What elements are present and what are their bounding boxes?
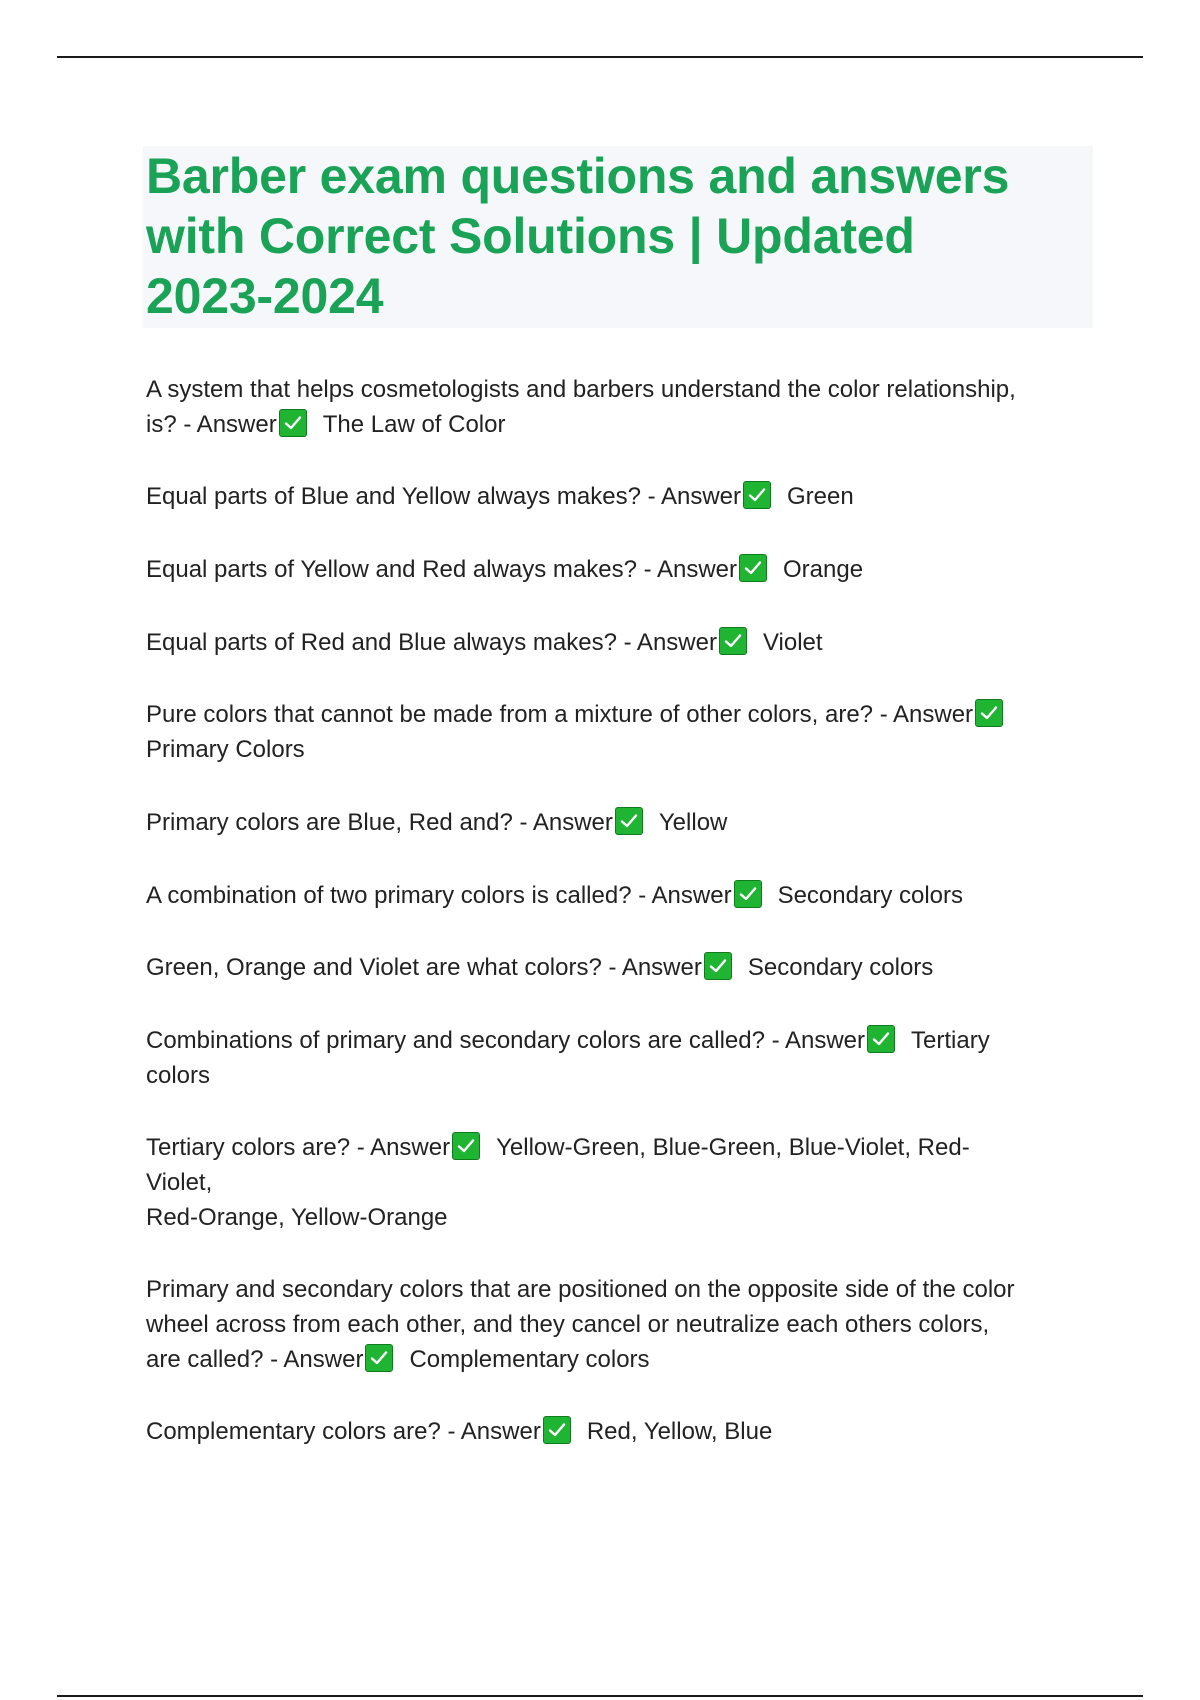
check-mark-icon [719, 627, 747, 655]
answer-text: Violet [762, 629, 823, 656]
answer-text: Yellow-Green, Blue-Green, Blue-Violet, Red- Violet, Red-Orange, Yellow-Orange [146, 1134, 970, 1231]
check-mark-icon [867, 1025, 895, 1053]
top-rule [57, 56, 1143, 58]
check-mark-icon [975, 699, 1003, 727]
qa-item [146, 625, 1096, 660]
qa-item [146, 1130, 1096, 1235]
answer-text: Red, Yellow, Blue [586, 1418, 773, 1445]
question-text: Green, Orange and Violet are what colors? - Answer [146, 954, 702, 981]
check-mark-icon [743, 481, 771, 509]
qa-item [146, 1272, 1096, 1377]
check-mark-icon [739, 554, 767, 582]
question-text: Tertiary colors are? - Answer [146, 1134, 451, 1161]
answer-text: The Law of Color [322, 411, 506, 438]
answer-text: Yellow [658, 809, 728, 836]
qa-item [146, 372, 1096, 442]
check-mark-icon [734, 880, 762, 908]
question-text: Equal parts of Blue and Yellow always makes? - Answer [146, 483, 741, 510]
answer-text: Secondary colors [747, 954, 934, 981]
question-text: Equal parts of Yellow and Red always makes? - Answer [146, 556, 737, 583]
question-text: Equal parts of Red and Blue always makes? - Answer [146, 629, 717, 656]
question-text: Combinations of primary and secondary colors are called? - Answer [146, 1027, 866, 1054]
answer-text: Complementary colors [409, 1346, 650, 1373]
answer-text: Secondary colors [777, 882, 964, 909]
page-title: Barber exam questions and answers with Correct Solutions | Updated 2023-2024 [146, 148, 1010, 324]
qa-item [146, 1414, 1096, 1449]
question-text: A combination of two primary colors is called? - Answer [146, 882, 732, 909]
check-mark-icon [452, 1132, 480, 1160]
question-text: Primary and secondary colors that are positioned on the opposite side of the color wheel across from each other, and they cancel or neutralize each others colors, are called? - Answer [146, 1276, 1015, 1373]
qa-item [146, 552, 1096, 587]
answer-text: Primary Colors [146, 736, 305, 763]
check-mark-icon [543, 1416, 571, 1444]
question-text: Primary colors are Blue, Red and? - Answer [146, 809, 613, 836]
question-text: A system that helps cosmetologists and barbers understand the color relationship, is? - Answer [146, 376, 1016, 438]
answer-text: Green [787, 483, 854, 510]
qa-item [146, 878, 1096, 913]
question-text: Complementary colors are? - Answer [146, 1418, 541, 1445]
check-mark-icon [615, 807, 643, 835]
qa-item [146, 697, 1096, 767]
check-mark-icon [279, 409, 307, 437]
check-mark-icon [365, 1344, 393, 1372]
qa-item [146, 805, 1096, 840]
qa-item [146, 950, 1096, 985]
bottom-rule [57, 1695, 1143, 1697]
qa-item [146, 479, 1096, 514]
qa-item [146, 1023, 1096, 1093]
question-text: Pure colors that cannot be made from a mixture of other colors, are? - Answer [146, 701, 974, 728]
answer-text: Tertiary colors [146, 1027, 990, 1089]
check-mark-icon [704, 952, 732, 980]
title-banner [143, 146, 1093, 328]
answer-text: Orange [783, 556, 864, 583]
